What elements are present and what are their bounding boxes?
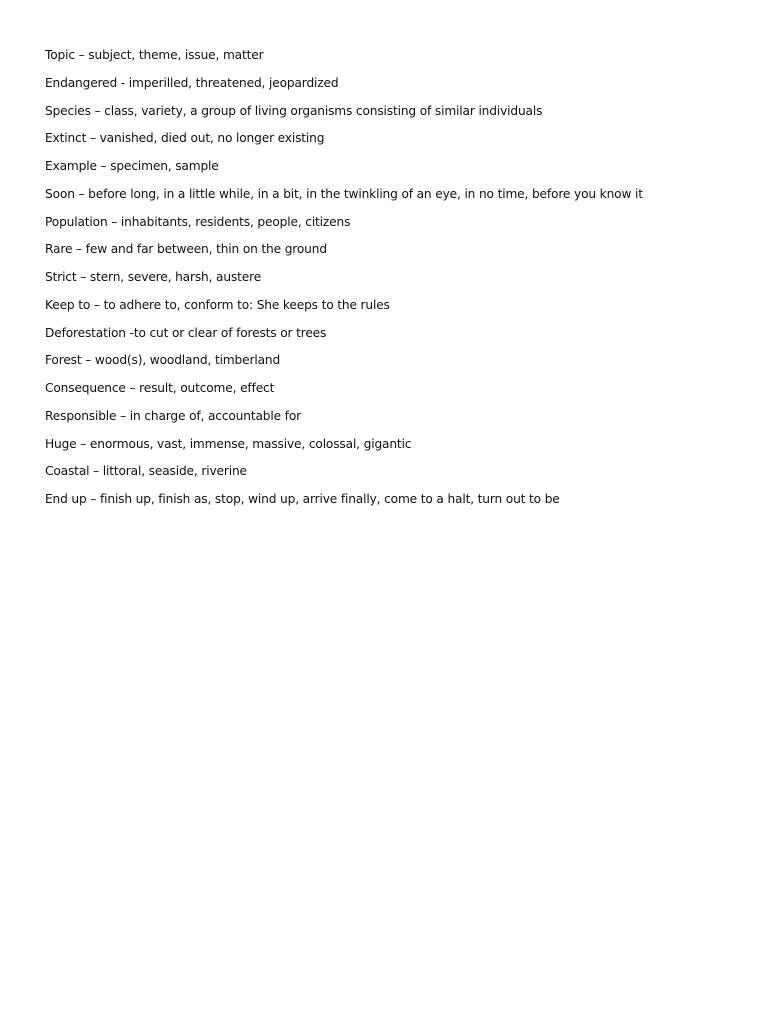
vocab-line: Forest – wood(s), woodland, timberland <box>45 353 281 368</box>
vocab-line: Extinct – vanished, died out, no longer existing <box>45 131 325 146</box>
vocab-line: Population – inhabitants, residents, people, citizens <box>45 214 351 229</box>
vocab-line: Huge – enormous, vast, immense, massive, colossal, gigantic <box>45 436 412 451</box>
vocab-line: Deforestation -to cut or clear of forests or trees <box>45 325 327 340</box>
vocabulary-list <box>45 46 745 518</box>
vocab-line: End up – finish up, finish as, stop, wind up, arrive finally, come to a halt, turn out to be <box>45 492 560 506</box>
vocab-line: Responsible – in charge of, accountable for <box>45 408 301 423</box>
vocab-line: Topic – subject, theme, issue, matter <box>45 48 264 62</box>
vocab-line: Species – class, variety, a group of living organisms consisting of similar individuals <box>45 103 543 118</box>
vocab-line: Coastal – littoral, seaside, riverine <box>45 464 247 479</box>
vocab-line: Keep to – to adhere to, conform to: She keeps to the rules <box>45 297 390 312</box>
vocab-line: Soon – before long, in a little while, in a bit, in the twinkling of an eye, in no time, before you know it <box>45 186 643 201</box>
vocab-line: Strict – stern, severe, harsh, austere <box>45 270 262 284</box>
vocab-line: Endangered - imperilled, threatened, jeopardized <box>45 75 339 90</box>
vocab-line: Consequence – result, outcome, effect <box>45 381 275 395</box>
vocab-line: Example – specimen, sample <box>45 159 219 173</box>
vocab-line: Rare – few and far between, thin on the ground <box>45 242 327 257</box>
